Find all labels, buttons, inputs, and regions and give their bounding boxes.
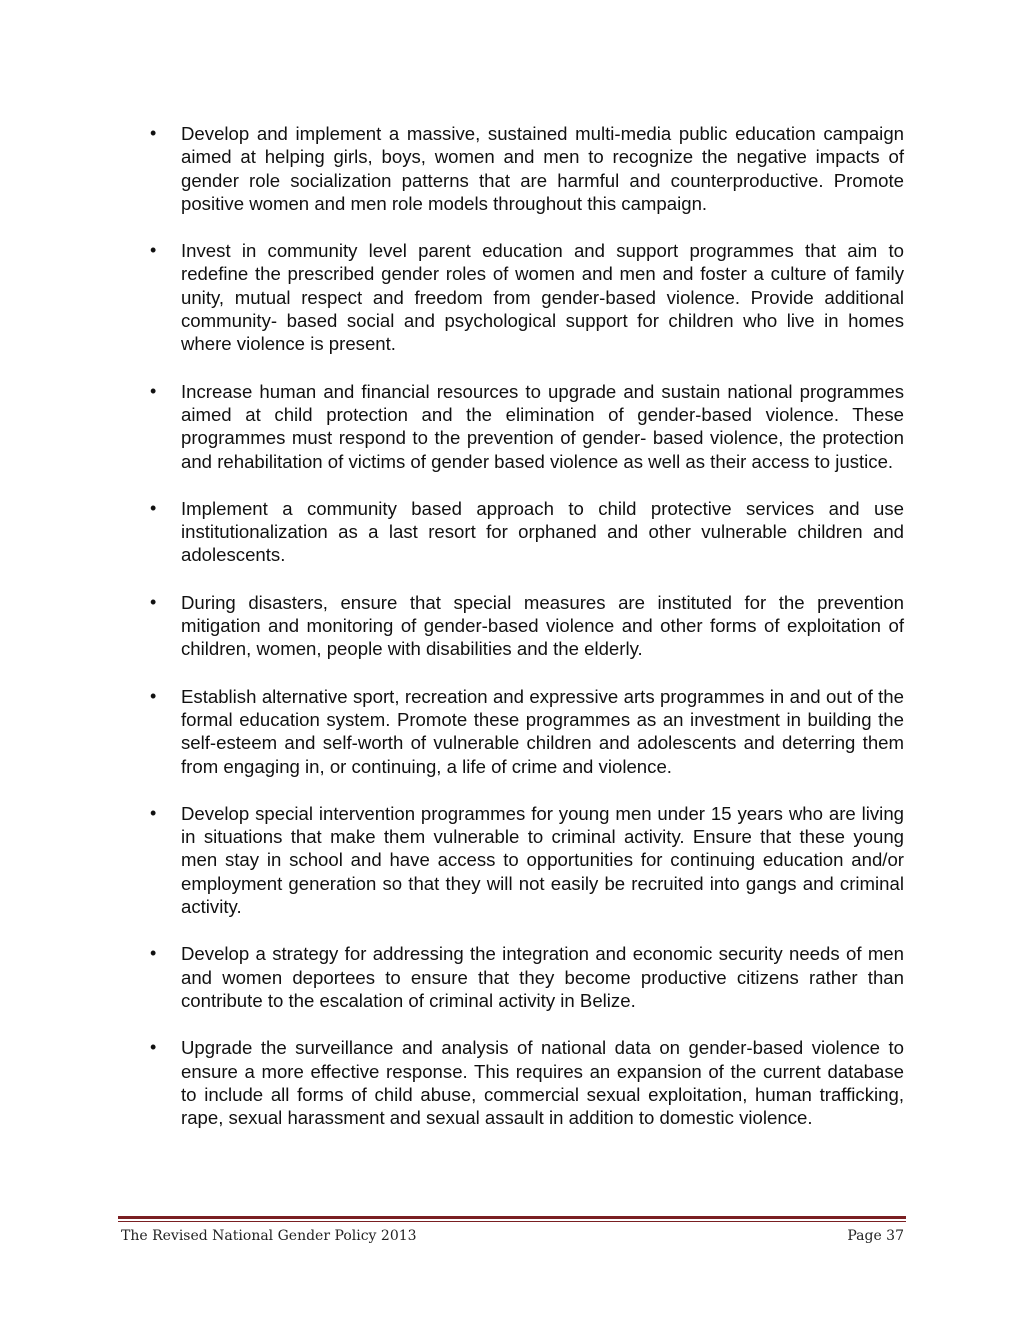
bullet-icon: • xyxy=(150,240,157,261)
list-item-text: Develop a strategy for addressing the integration and economic security needs of men and women deportees to ensure that they become productive citizens rather than contribute to the escalation of criminal activity in Belize. xyxy=(181,943,904,1011)
bullet-icon: • xyxy=(150,123,157,143)
list-item-text: Establish alternative sport, recreation and expressive arts programmes in and out of the formal education system. Promote these programmes as an investment in building the self-esteem and self-worth of vulnerable children and adolescents and deterring them from engaging in, or continuing, a life of crime and violence. xyxy=(181,685,904,777)
bullet-icon: • xyxy=(150,1037,157,1058)
list-item xyxy=(146,802,904,918)
list-item xyxy=(146,591,904,661)
list-item xyxy=(146,1036,904,1129)
list-item xyxy=(146,380,904,473)
list-item-text: Develop and implement a massive, sustained multi-media public education campaign aimed at helping girls, boys, women and men to recognize the negative impacts of gender role socialization patterns that are harmful and counterproductive. Promote positive women and men role models throughout this campaign. xyxy=(181,123,904,214)
footer-page-number: Page 37 xyxy=(847,1228,904,1244)
list-item xyxy=(146,497,904,567)
list-item-text: Invest in community level parent education and support programmes that aim to redefine the prescribed gender roles of women and men and foster a culture of family unity, mutual respect and freedom from gender-based violence. Provide additional community- based social and psychological support for children who live in homes where violence is present. xyxy=(181,240,904,355)
bullet-icon: • xyxy=(150,943,157,964)
list-item-text: Implement a community based approach to child protective services and use institutionalization as a last resort for orphaned and other vulnerable children and adolescents. xyxy=(181,497,904,566)
bullet-icon: • xyxy=(150,497,157,518)
bullet-icon: • xyxy=(150,685,157,706)
list-item-text: Increase human and financial resources to upgrade and sustain national programmes aimed at child protection and the elimination of gender-based violence. These programmes must respond to the prevention of gender- based violence, the protection and rehabilitation of victims of gender based violence as well as their access to justice. xyxy=(181,380,904,472)
list-item xyxy=(146,685,904,778)
recommendations-list xyxy=(146,122,904,1153)
footer-divider-thick xyxy=(118,1216,906,1219)
bullet-icon: • xyxy=(150,591,157,612)
list-item-text: Upgrade the surveillance and analysis of national data on gender-based violence to ensure a more effective response. This requires an expansion of the current database to include all forms of child abuse, commercial sexual exploitation, human trafficking, rape, sexual harassment and sexual assault in addition to domestic violence. xyxy=(181,1037,904,1129)
list-item xyxy=(146,239,904,355)
bullet-icon: • xyxy=(150,380,157,401)
list-item-text: Develop special intervention programmes for young men under 15 years who are living in situations that make them vulnerable to criminal activity. Ensure that these young men stay in school and have access to opportunities for continuing education and/or employment generation so that they will not easily be recruited into gangs and criminal activity. xyxy=(181,802,904,918)
list-item xyxy=(146,942,904,1012)
footer-divider-thin xyxy=(118,1221,906,1222)
list-item-text: During disasters, ensure that special measures are instituted for the prevention mitigation and monitoring of gender-based violence and other forms of exploitation of children, women, people with disabilities and the elderly. xyxy=(181,591,904,660)
bullet-icon: • xyxy=(150,802,157,823)
list-item xyxy=(146,122,904,215)
footer-document-title: The Revised National Gender Policy 2013 xyxy=(121,1228,417,1244)
